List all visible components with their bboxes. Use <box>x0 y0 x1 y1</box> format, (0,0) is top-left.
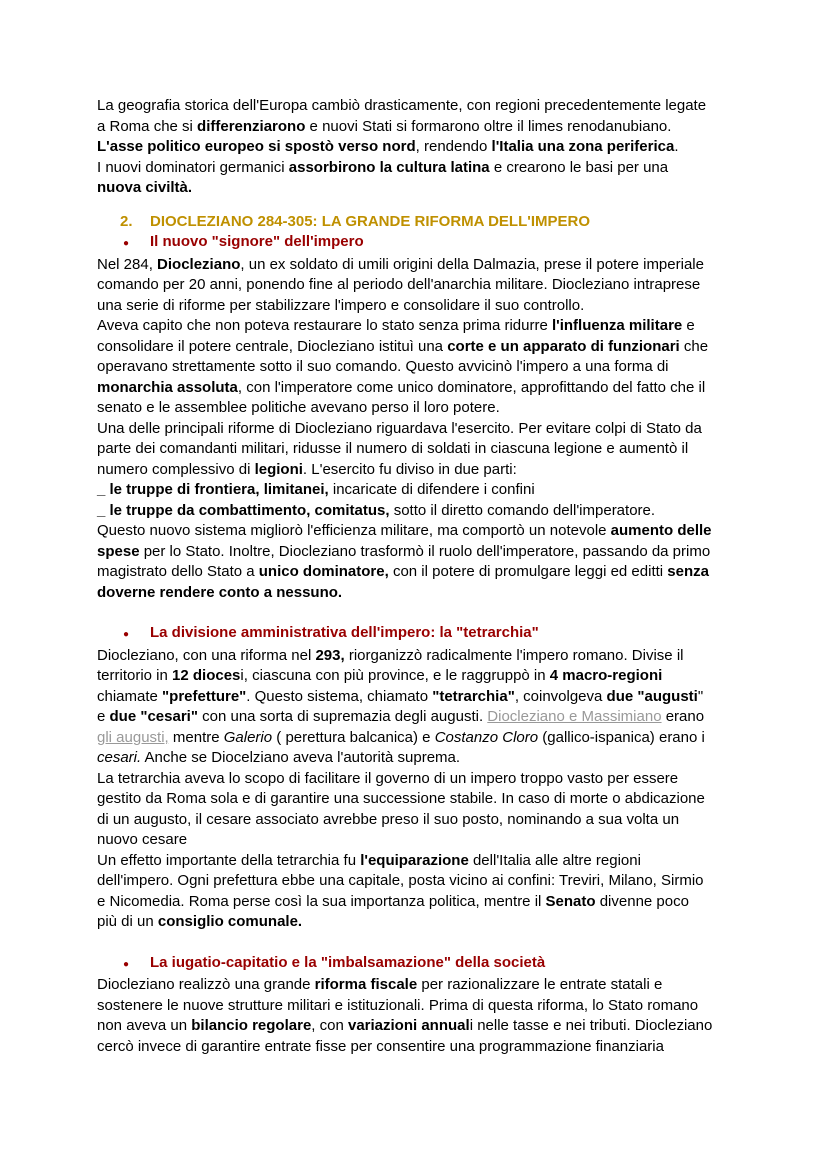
text-run: Questo nuovo sistema migliorò l'efficienza militare, ma comportò un notevole <box>97 522 611 539</box>
text-run: I nuovi dominatori germanici <box>97 158 289 176</box>
text-line <box>97 646 731 667</box>
text-run: nuova civiltà. <box>97 179 193 196</box>
section-heading <box>97 212 731 233</box>
text-run: L'asse politico europeo si spostò verso nord <box>97 138 416 155</box>
text-run: cesari. <box>97 749 142 766</box>
text-line <box>97 996 731 1017</box>
text-run: Una delle principali riforme di Diocleziano riguardava l'esercito. Per evitare colpi di Stato da <box>97 419 702 437</box>
text-line <box>97 137 731 158</box>
text-run: " <box>697 687 704 705</box>
text-line <box>97 912 731 933</box>
text-run: assorbirono la cultura latina <box>288 158 490 176</box>
text-line <box>97 96 731 117</box>
text-run: i nelle tasse e nei tributi. Diocleziano <box>469 1017 713 1034</box>
text-line <box>97 378 731 399</box>
text-run: che <box>679 337 709 355</box>
bullet-icon: ● <box>123 238 130 249</box>
text-run: e <box>682 317 695 334</box>
text-run: mentre <box>168 728 224 746</box>
text-line <box>97 871 731 892</box>
text-line <box>97 851 731 872</box>
text-run: _ le truppe di frontiera, limitanei, <box>97 481 329 498</box>
text-line <box>97 178 731 199</box>
text-line <box>97 666 731 687</box>
text-run: senza <box>667 563 709 580</box>
text-run: . L'esercito fu diviso in due parti: <box>302 460 517 478</box>
text-run: Aveva capito che non poteva restaurare lo stato senza prima ridurre <box>97 317 552 334</box>
text-run: più di un <box>97 913 158 930</box>
paragraph <box>97 255 731 604</box>
text-line <box>97 521 731 542</box>
text-line <box>97 542 731 563</box>
text-line <box>97 728 731 749</box>
text-run: con una sorta di supremazia degli augusti. <box>197 708 488 725</box>
bullet-heading <box>97 953 731 976</box>
text-line <box>97 357 731 378</box>
text-run: doverne rendere conto a nessuno. <box>97 583 343 601</box>
text-run: Diocleziano <box>157 255 241 273</box>
bullet-heading-label: Il nuovo "signore" dell'impero <box>150 233 364 250</box>
text-run: , con <box>311 1017 348 1034</box>
text-run: Diocleziano, con una riforma nel <box>97 646 316 664</box>
text-run: , un ex soldato di umili origini della Dalmazia, prese il potere imperiale <box>240 255 704 273</box>
text-run: l'influenza militare <box>551 317 683 334</box>
text-run: (gallico-ispanica) erano i <box>538 728 705 746</box>
text-line <box>97 707 731 728</box>
text-line <box>97 398 731 419</box>
text-run: dell'impero. Ogni prefettura ebbe una capitale, posta vicino ai confini: Treviri, Milano, Sirmio <box>97 872 704 889</box>
text-line <box>97 975 731 996</box>
text-line <box>97 439 731 460</box>
text-run: La tetrarchia aveva lo scopo di facilitare il governo di un impero troppo vasto per essere <box>97 769 679 787</box>
text-run: a Roma che si <box>97 117 198 135</box>
text-line <box>97 275 731 296</box>
text-run: corte e un apparato di funzionari <box>447 337 680 355</box>
text-run: una serie di riforme per stabilizzare l'impero e consolidare il suo controllo. <box>97 296 585 314</box>
text-run: spese <box>97 542 140 560</box>
document-content <box>97 96 731 1057</box>
text-run: bilancio regolare <box>191 1017 312 1034</box>
text-run: incaricate di difendere i confini <box>328 481 535 498</box>
text-run: e crearono le basi per una <box>489 158 669 176</box>
text-line <box>97 687 731 708</box>
text-run: riorganizzò radicalmente l'impero romano. Divise il <box>344 646 684 664</box>
bullet-heading <box>97 623 731 646</box>
text-run: Anche se Diocelziano aveva l'autorità suprema. <box>141 749 461 766</box>
bullet-icon: ● <box>123 629 130 640</box>
text-run: La geografia storica dell'Europa cambiò drasticamente, con regioni precedentemente legate <box>97 97 707 114</box>
text-run: cercò invece di garantire entrate fisse per consentire una programmazione finanziaria <box>97 1037 664 1055</box>
text-line <box>97 769 731 790</box>
text-run: numero complessivo di <box>97 460 255 478</box>
section-heading-label: DIOCLEZIANO 284-305: LA GRANDE RIFORMA DELL'IMPERO <box>150 212 590 230</box>
text-run: erano <box>661 708 705 725</box>
text-run: legioni <box>254 460 303 478</box>
text-run: gestito da Roma sola e di garantire una successione stabile. In caso di morte o abdicazione <box>97 790 705 807</box>
text-run: Galerio <box>223 728 273 746</box>
text-run: differenziarono <box>197 117 306 135</box>
link-text[interactable]: gli augusti, <box>97 728 169 746</box>
text-run: i, ciascuna con più province, e le raggruppò in <box>240 667 550 684</box>
text-run: chiamate <box>97 687 163 705</box>
text-run: magistrato dello Stato a <box>97 563 259 580</box>
text-line <box>97 748 731 769</box>
bullet-heading-label: La divisione amministrativa dell'impero: la "tetrarchia" <box>150 624 539 641</box>
text-run: Senato <box>545 892 596 910</box>
text-run: riforma fiscale <box>314 976 418 993</box>
text-run: consolidare il potere centrale, Diocleziano istituì una <box>97 337 448 355</box>
paragraph <box>97 646 731 933</box>
text-line <box>97 1037 731 1058</box>
text-run: consiglio comunale. <box>157 913 303 930</box>
text-run: sostenere le nuove strutture militari e istituzionali. Prima di questa riforma, lo Stato romano <box>97 996 699 1014</box>
text-run: sotto il diretto comando dell'imperatore. <box>389 501 656 519</box>
text-line <box>97 158 731 179</box>
text-run: variazioni annual <box>347 1017 470 1034</box>
text-run: 12 dioces <box>172 667 241 684</box>
text-run: 4 macro-regioni <box>549 667 663 684</box>
text-run: Costanzo Cloro <box>434 728 539 746</box>
text-run: nuovo cesare <box>97 831 188 848</box>
text-run: monarchia assoluta <box>97 378 238 396</box>
list-number: 2. <box>120 212 133 230</box>
text-line <box>97 117 731 138</box>
text-run: non aveva un <box>97 1017 192 1034</box>
text-line <box>97 255 731 276</box>
text-run: dell'Italia alle altre regioni <box>468 851 641 869</box>
text-line <box>97 789 731 810</box>
text-line <box>97 501 731 522</box>
text-line <box>97 480 731 501</box>
paragraph <box>97 96 731 199</box>
text-run: _ le truppe da combattimento, comitatus, <box>97 501 390 519</box>
text-run: Nel 284, <box>97 255 158 273</box>
text-line <box>97 810 731 831</box>
paragraph <box>97 975 731 1057</box>
link-text[interactable]: Diocleziano e Massimiano <box>487 708 662 725</box>
text-line <box>97 1016 731 1037</box>
text-run: e <box>97 708 110 725</box>
text-run: con il potere di promulgare leggi ed editti <box>388 563 668 580</box>
text-run: comando per 20 anni, ponendo fine al periodo dell'anarchia militare. Diocleziano intraprese <box>97 276 701 293</box>
text-line <box>97 830 731 851</box>
text-run: Diocleziano realizzò una grande <box>97 976 315 993</box>
text-line <box>97 296 731 317</box>
text-run: ( perettura balcanica) e <box>272 728 435 746</box>
text-line <box>97 316 731 337</box>
text-line <box>97 337 731 358</box>
text-run: , rendendo <box>415 138 492 155</box>
text-run: territorio in <box>97 667 173 684</box>
text-run: unico dominatore, <box>258 563 389 580</box>
text-run: per lo Stato. Inoltre, Diocleziano trasformò il ruolo dell'imperatore, passando da primo <box>139 542 711 560</box>
text-run: due "augusti <box>606 687 698 705</box>
text-run: di un augusto, il cesare associato avrebbe preso il suo posto, nominando a sua volta un <box>97 810 680 828</box>
text-run: due "cesari" <box>109 708 198 725</box>
text-run: "prefetture" <box>162 687 247 705</box>
text-line <box>97 892 731 913</box>
bullet-heading-label: La iugatio-capitatio e la "imbalsamazione" della società <box>150 953 546 971</box>
text-run: Un effetto importante della tetrarchia fu <box>97 851 361 869</box>
text-run: l'equiparazione <box>360 851 469 869</box>
text-line <box>97 583 731 604</box>
text-run: . Questo sistema, chiamato <box>246 687 433 705</box>
bullet-heading <box>97 232 731 255</box>
text-run: . <box>674 138 679 155</box>
text-run: 293, <box>315 646 345 664</box>
text-run: "tetrarchia" <box>432 687 515 705</box>
text-run: per razionalizzare le entrate statali e <box>417 976 663 993</box>
text-run: e nuovi Stati si formarono oltre il limes renodanubiano. <box>305 117 672 135</box>
text-run: l'Italia una zona periferica <box>491 138 675 155</box>
text-run: , con l'imperatore come unico dominatore, approfittando del fatto che il <box>237 378 706 396</box>
text-run: divenne poco <box>595 892 689 910</box>
text-line <box>97 419 731 440</box>
text-run: operavano strettamente sotto il suo comando. Questo avvicinò l'impero a una forma di <box>97 358 669 375</box>
text-run: parte dei comandanti militari, ridusse il numero di soldati in ciascuna legione e aumentò il <box>97 440 689 457</box>
text-run: e Nicomedia. Roma perse così la sua importanza politica, mentre il <box>97 892 546 910</box>
text-run: aumento delle <box>610 522 712 539</box>
text-line <box>97 562 731 583</box>
text-run: , coinvolgeva <box>514 687 607 705</box>
text-line <box>97 460 731 481</box>
bullet-icon: ● <box>123 958 130 970</box>
text-run: senato e le assemblee politiche avevano perso il loro potere. <box>97 399 500 416</box>
